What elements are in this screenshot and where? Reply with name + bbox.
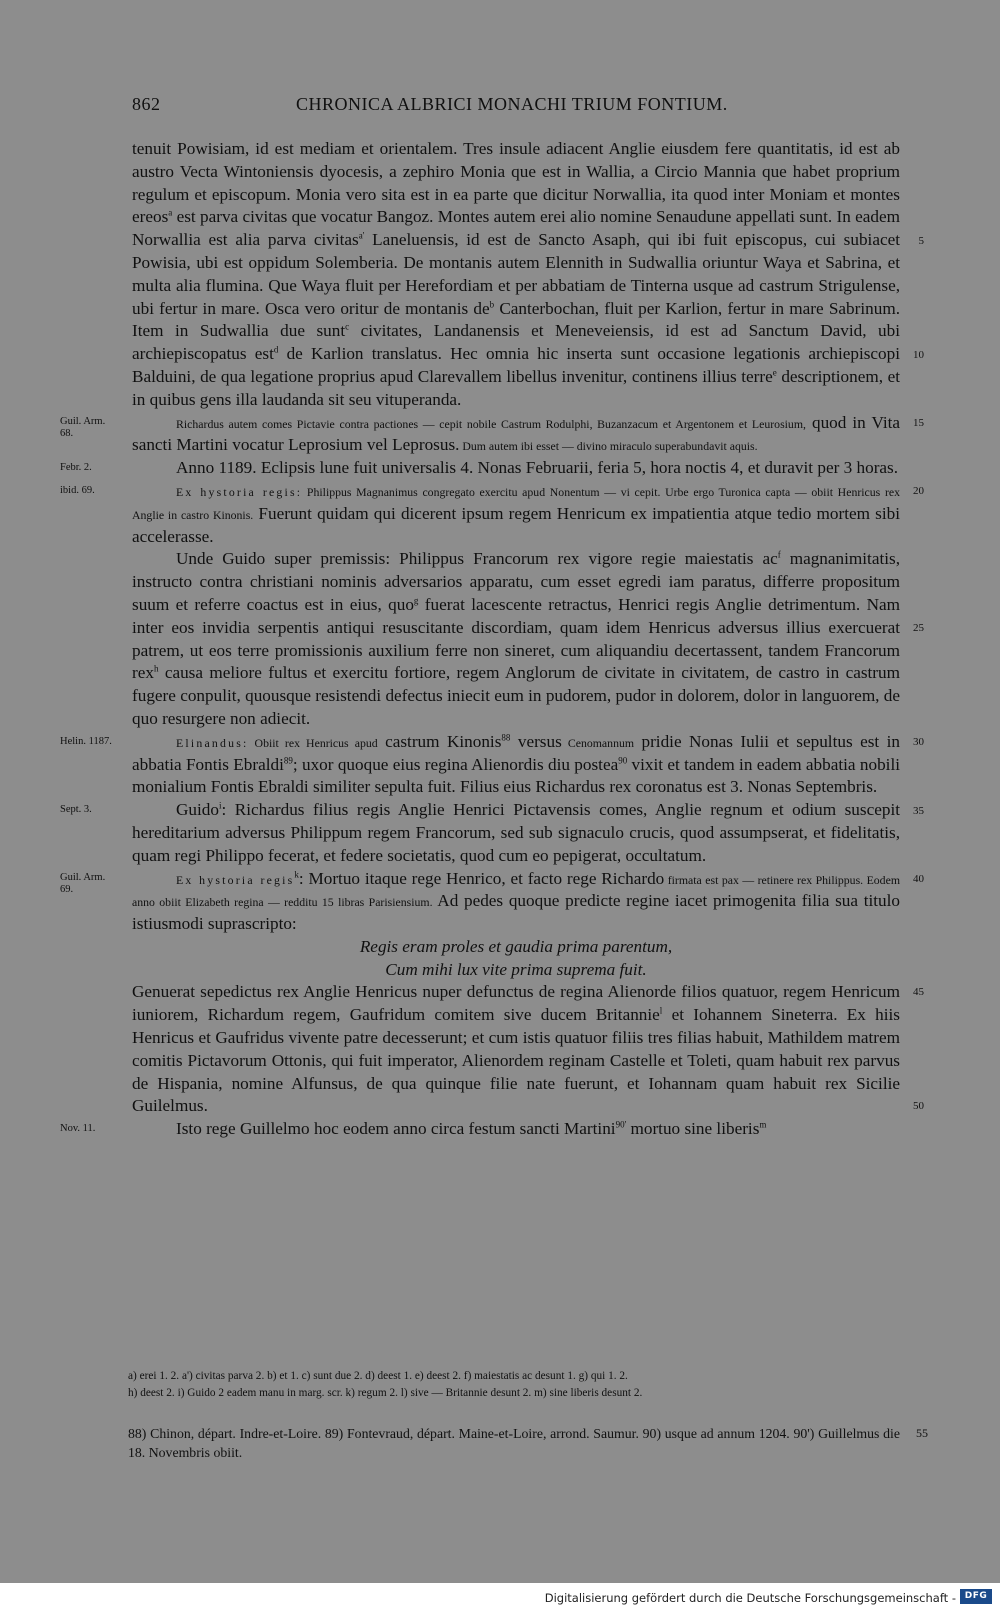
line-number: 25 <box>913 622 924 635</box>
paragraph: Febr. 2. Anno 1189. Eclipsis lune fuit universalis 4. Nonas Februarii, feria 5, hora noctis 4, et duravit per 3 horas. <box>60 458 899 478</box>
page-header <box>132 94 892 124</box>
line-number: 5 <box>918 235 924 247</box>
paragraph: 25 30 Unde Guido super premissis: Philippus Francorum rex vigore regie maiestatis $ac^f$ magnanimitatis, instructo contra christiani nominis adversarios apparatu, cum esset egredi iam paratus, differre propositum suum et referre coactus est in eius, quo$^g$ fuerat lacescente retractus, Henrici regis Anglie detrimentum. Nam inter eos invidia serpentis antiqui resuscitante discordiam, quam idem Henricus adversus illius exercuerat patrem, ut eos terre promissionis auxilium ferre non sineret, cum aliquandiu decertassent, tandem Francorum rex$^h$ causa meliore fultus et exercitu fortiore, regem Anglorum de civitate in civitatem, de castro in castrum fugere conpulit, quousque resistendi defectus iniecit eum in pudorem, pudor in dolorem, dolor in languorem, de quo resurgere non adiecit. <box>132 548 900 730</box>
margin-note: Nov. 11. <box>60 1123 96 1135</box>
dfg-logo: DFG <box>960 1589 992 1604</box>
paragraph: Guil. Arm. 69. 40 Ex hystoria regis$^k$: Mortuo itaque rege Henrico, et facto rege Richardo firmata est pax — retinere rex Philippus. Eodem anno obiit Elizabeth regina — redditu 15 libras Parisiensium. Ad pedes quoque predicte regine iacet primogenita filia sua titulo istiusmodi suprascripto: <box>60 868 924 934</box>
apparatus-line: h) deest 2. i) Guido 2 eadem manu in marg. scr. k) regum 2. l) sive — Britannie desunt 2. m) sine liberis desunt 2. <box>128 1387 643 1399</box>
line-number: 10 <box>913 349 924 361</box>
paragraph: Helin. 1187. 35 Elinandus: Obiit rex Henricus apud castrum Kinonis$^{88}$ versus Cenomannum pridie Nonas Iulii et sepultus est in abbatia Fontis Ebraldi$^{89}$; uxor quoque eius regina Alienordis diu postea$^{90}$ vixit et tandem in eadem abbatia nobili monialium Fontis Ebraldi similiter sepulta fuit. Filius eius Richardus rex coronatus est 3. Nonas Septembris. <box>132 731 900 799</box>
footnotes <box>128 1424 928 1462</box>
margin-note: ibid. 69. <box>60 484 95 496</box>
paragraph: Nov. 11. Isto rege Guillelmo hoc eodem anno circa festum sancti Martini$^{90'}$ mortuo sine liberis$^m$ <box>60 1119 767 1139</box>
line-number: 20 <box>913 484 924 497</box>
paragraph: Sept. 3. Guido$^i$: Richardus filius regis Anglie Henrici Pictavensis comes, Anglie regnum et odium suscepit hereditarium adversus Philippum regem Francorum, sed sub signaculo crucis, quod assumpserat, et fidelitatis, quam regi Philippo fecerat, et federe societatis, quod cum eo pepigerat, occultatum. <box>60 800 900 865</box>
digitization-credit-bar <box>0 1583 1000 1611</box>
margin-note: Guil. Arm. 69. <box>60 871 106 895</box>
margin-note: Helin. 1187. <box>60 735 112 747</box>
footnote-text: 88) Chinon, départ. Indre-et-Loire. 89) Fontevraud, départ. Maine-et-Loire, arrond. Saumur. 90) usque ad annum 1204. 90') Guillelmus die 18. Novembris obiit. <box>128 1426 900 1460</box>
line-number: 30 <box>913 736 924 749</box>
critical-apparatus <box>128 1368 900 1402</box>
paragraph: 45 50 Genuerat sepedictus rex Anglie Henricus nuper defunctus de regina Alienorde filios quatuor, regem Henricum iuniorem, Richardum regem, Gaufridum comitem sive ducem Britannie$^l$ et Iohannem Sineterra. Ex hiis Henricus et Gaufridus vivente patre decesserunt; et cum istis quatuor filiis tres filias habuit, Mathildem matrem comitis Pictavorum Ottonis, qui fuit imperator, Alienordem reginam Castelle et Toleti, quam habuit rex parvus de Hispania, nomine Alfunsus, de qua quinque filie nate fuerunt, et Iohannam quam habuit rex Sicilie Guilelmus. <box>132 981 900 1118</box>
margin-note: Sept. 3. <box>60 804 92 816</box>
paragraph: 5 10 tenuit Powisiam, id est mediam et orientalem. Tres insule adiacent Anglie eiusdem fere quantitatis, id est ab austro Vecta Wintoniensis dyocesis, a zephiro Monia que est in Wallia, a Circio Mannia que habet proprium regulum et episcopum. Monia vero sita est in ea parte que dicitur Norwallia, ita quod inter Moniam et montes ereos$^a$ est parva civitas que vocatur Bangoz. Montes autem erei alio nomine Senaudune appellati sunt. In eadem Norwallia est alia parva civitas$^{a'}$ Laneluensis, id est de Sancto Asaph, qui ibi fuit episcopus, cui subiacet Powisia, ubi est oppidum Solemberia. De montanis autem Elennith in Sudwallia oriuntur Waya et Sabrina, et multa alia flumina. Que Waya fluit per Herefordiam et per abbatiam de Tinterna usque ad castrum Strigulense, ubi fertur in mare. Osca vero oritur de montanis $de^b$ Canterbochan, fluit per Karlion, fertur in mare Sabrinum. Item in Sudwallia due sunt$^c$ civitates, Landanensis et Meneveiensis, id est ad Sanctum David, ubi archiepiscopatus est$^d$ de Karlion translatus. Hec omnia hic inserta sunt occasione legationis archiepiscopi Balduini, de qua legatione proprius apud Clarevallem libellus invenitur, continens illius terre$^e$ descriptionem, et in quibus gens illa laudanda sit seu vituperanda. <box>132 139 924 409</box>
verse-line: Cum mihi lux vite prima suprema fuit. <box>385 959 647 979</box>
credit-text: Digitalisierung gefördert durch die Deutsche Forschungsgemeinschaft - <box>544 1591 956 1605</box>
line-number: 50 <box>913 1100 924 1113</box>
line-number: 15 <box>913 416 924 429</box>
line-number: 40 <box>913 872 924 885</box>
page-number: 862 <box>132 94 161 114</box>
paragraph: Guil. Arm. 68. 15 Richardus autem comes Pictavie contra pactiones — cepit nobile Castrum Rodulphi, Buzanzacum et Argentonem et Leurosium, quod in Vita sancti Martini vocatur Leprosium vel Leprosus. Dum autem ibi esset — divino miraculo superabundavit aquis. <box>60 412 924 455</box>
line-number: 55 <box>916 1426 928 1440</box>
main-text <box>60 138 924 1141</box>
paragraph: ibid. 69. 20 Ex hystoria regis: Philippus Magnanimus congregato exercitu apud Nonentum — vi cepit. Urbe ergo Turonica capta — obiit Henricus rex Anglie in castro Kinonis. Fuerunt quidam qui dicerent ipsum regem Henricum ex impatientia atque tedio mortem sibi accelerasse. <box>132 480 900 548</box>
apparatus-line: a) erei 1. 2. a') civitas parva 2. b) et 1. c) sunt due 2. d) deest 1. e) deest 2. f) maiestatis ac desunt 1. g) qui 1. 2. <box>128 1370 628 1382</box>
margin-note: Febr. 2. <box>60 462 92 474</box>
line-number: 35 <box>913 804 924 817</box>
running-title: CHRONICA ALBRICI MONACHI TRIUM FONTIUM. <box>296 94 728 114</box>
line-number: 45 <box>913 986 924 999</box>
verse-line: Regis eram proles et gaudia prima parentum, <box>359 936 673 956</box>
margin-note: Guil. Arm. 68. <box>60 415 106 439</box>
